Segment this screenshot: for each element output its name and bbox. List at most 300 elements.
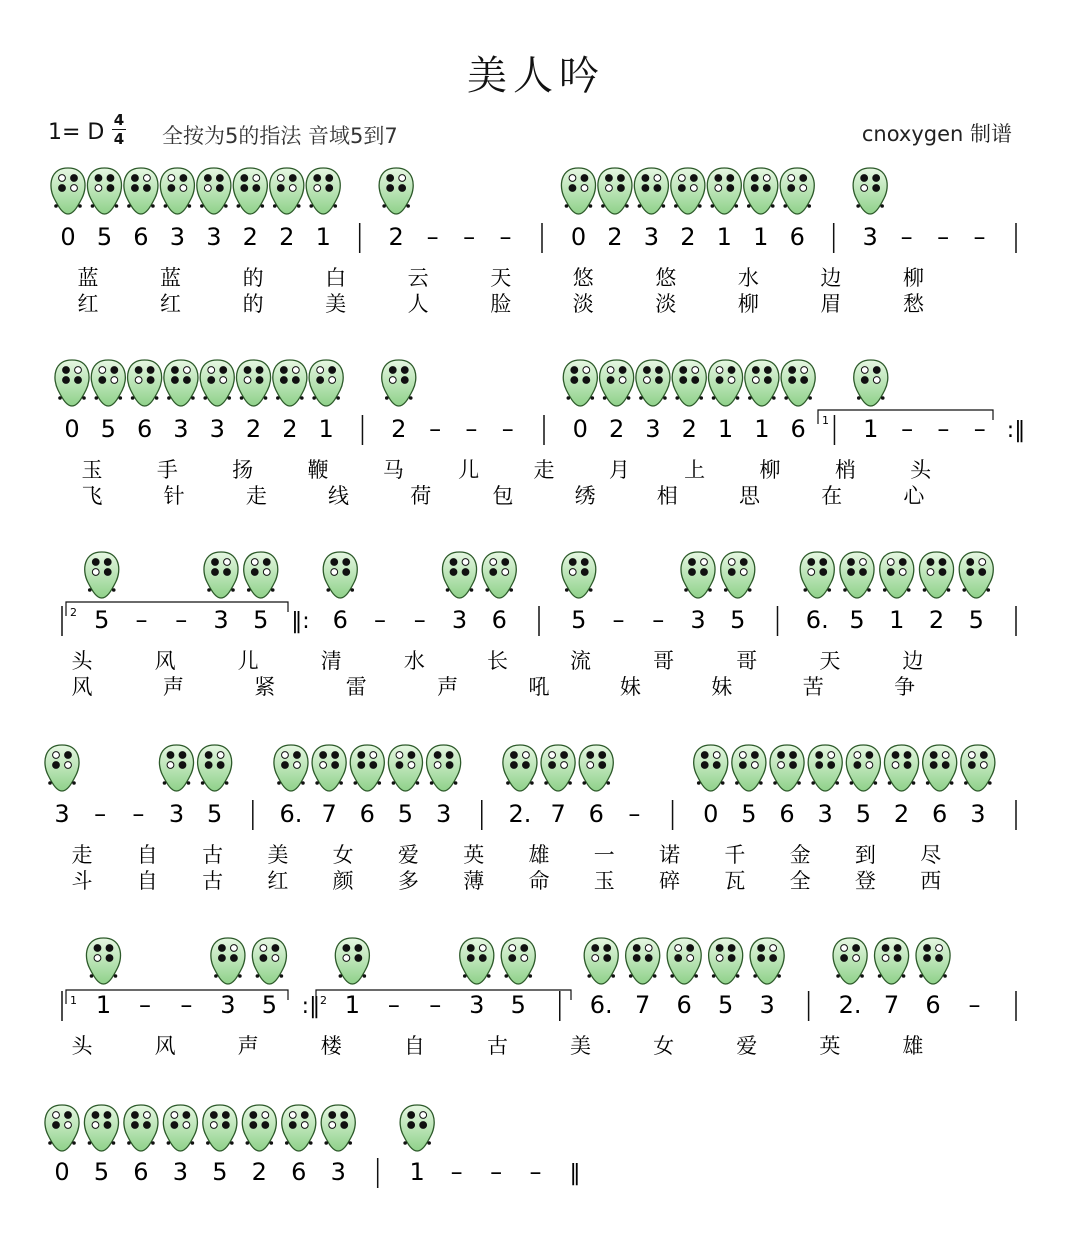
note: 6 [133,1158,149,1186]
note: 1 [409,1158,425,1186]
ocarina-fingering-icon [672,360,706,406]
note: 2 [607,223,623,251]
ocarina-fingering-icon [880,552,914,598]
ocarina-fingering-icon [85,552,119,598]
ocarina-fingering-icon [579,745,613,791]
ocarina-fingering-icon [274,745,308,791]
ocarina-fingering-icon [252,938,286,984]
ocarina-fingering-icon [770,745,804,791]
note: 5 [397,800,414,828]
lyric-char: 长 [486,649,508,673]
note: 0 [703,800,719,828]
lyric-char: 红 [77,292,99,316]
note: 3 [862,223,878,251]
ocarina-fingering-icon [270,168,304,214]
lyric-char: 千 [724,843,746,867]
lyric-char: 英 [819,1034,841,1058]
lyric-char: 线 [328,484,350,508]
ocarina-fingering-icon [745,360,779,406]
note: – [429,415,442,443]
note: 6. [805,606,829,634]
lyric-char: 相 [656,484,678,508]
volta-label: 2 [320,994,327,1007]
lyric-char: 流 [570,649,592,673]
ocarina-fingering-icon [634,168,668,214]
lyric-char: 玉 [593,869,615,893]
note: – [387,991,400,1019]
volta-label: 1 [70,994,77,1007]
lyric-char: 红 [267,869,289,893]
ocarina-fingering-icon [681,552,715,598]
note: – [413,606,426,634]
time-signature-top: 4 [113,111,125,129]
lyric-char: 梢 [834,458,856,482]
ocarina-fingering-icon [884,745,918,791]
note: 5 [261,991,278,1019]
note: 5 [253,606,269,634]
ocarina-fingering-icon [708,360,742,406]
note: 3 [172,1158,189,1186]
ocarina-fingering-icon [124,168,158,214]
lyric-char: 思 [738,484,760,508]
ocarina-fingering-icon [780,168,814,214]
note: 6 [789,223,805,251]
note: 1 [753,223,769,251]
ocarina-fingering-icon [694,745,728,791]
note: 6 [925,991,941,1019]
note: 5 [968,606,984,634]
note: 3 [451,606,468,634]
ocarina-fingering-icon [164,360,198,406]
ocarina-fingering-icon [781,360,815,406]
lyric-char: 风 [154,649,176,673]
note: – [652,606,665,634]
ocarina-fingering-icon [563,360,597,406]
note: 3 [213,606,229,634]
ocarina-fingering-icon [160,168,194,214]
note: 5 [741,800,757,828]
note: 6 [588,800,604,828]
ocarina-fingering-icon [961,745,995,791]
lyric-char: 多 [397,869,419,893]
lyric-char: 清 [320,649,342,673]
lyric-char: 斗 [71,869,93,893]
lyric-char: 西 [920,869,942,893]
ocarina-fingering-icon [198,745,232,791]
lyric-char: 声 [437,675,459,699]
ocarina-fingering-icon [323,552,357,598]
ocarina-fingering-icon [87,168,121,214]
lyric-char: 绣 [574,484,596,508]
note: 6 [676,991,692,1019]
lyric-char: 吼 [528,675,550,699]
lyric-char: 悠 [572,266,594,290]
lyric-char: 扬 [232,458,254,482]
lyric-char: 命 [528,869,550,893]
ocarina-fingering-icon [84,1105,118,1151]
lyric-char: 到 [854,843,876,867]
ocarina-fingering-icon [919,552,953,598]
note: 6. [279,800,303,828]
note: 6 [332,606,348,634]
lyric-char: 边 [902,649,924,673]
ocarina-fingering-icon [233,168,267,214]
ocarina-fingering-icon [840,552,874,598]
note: 6 [291,1158,307,1186]
note: 3 [173,415,189,443]
lyric-char: 雄 [528,843,550,867]
note: 1 [863,415,879,443]
note: 3 [220,991,236,1019]
ocarina-fingering-icon [600,360,634,406]
ocarina-fingering-icon [460,938,494,984]
fingering-note: 全按为5的指法 音域5到7 [162,124,398,148]
score-row [62,938,1016,1058]
ocarina-fingering-icon [203,1105,237,1151]
ocarina-fingering-icon [561,168,595,214]
note: 6 [779,800,795,828]
note: 3 [759,991,775,1019]
note: 2 [680,223,696,251]
ocarina-fingering-icon [45,745,79,791]
note: – [973,223,986,251]
ocarina-fingering-icon [709,938,743,984]
ocarina-fingering-icon [124,1105,158,1151]
note: 5 [93,1158,110,1186]
lyric-char: 淡 [655,292,677,316]
lyric-char: 淡 [572,292,594,316]
note: 3 [54,800,70,828]
lyric-char: 苦 [802,675,824,699]
lyric-char: 脸 [490,292,512,316]
ocarina-fingering-icon [350,745,384,791]
volta-label: 1 [822,414,829,427]
note: – [973,415,986,443]
note: 2 [928,606,945,634]
ocarina-fingering-icon [750,938,784,984]
ocarina-fingering-icon [128,360,162,406]
note: 3 [643,223,660,251]
note: 1 [318,415,334,443]
ocarina-fingering-icon [503,745,537,791]
ocarina-fingering-icon [400,1105,434,1151]
note: 5 [212,1158,228,1186]
note: 2 [282,415,298,443]
note: – [612,606,625,634]
ocarina-fingering-icon [854,360,888,406]
volta-label: 2 [70,606,77,619]
lyric-char: 美 [570,1034,592,1058]
lyric-char: 哥 [736,649,758,673]
lyric-char: 一 [593,843,615,867]
ocarina-fingering-icon [45,1105,79,1151]
lyric-char: 柳 [737,292,759,316]
lyric-char: 登 [854,869,876,893]
note: – [501,415,514,443]
note: 6 [932,800,948,828]
lyric-char: 自 [136,843,158,867]
time-signature-bottom: 4 [113,130,125,148]
ocarina-fingering-icon [309,360,343,406]
ocarina-fingering-icon [388,745,422,791]
lyric-char: 头 [71,1034,93,1058]
lyric-char: 走 [533,458,555,482]
ocarina-fingering-icon [636,360,670,406]
note: 2 [242,223,258,251]
ocarina-fingering-icon [501,938,535,984]
lyric-char: 边 [820,266,842,290]
ocarina-fingering-icon [732,745,766,791]
note: – [450,1158,463,1186]
lyric-char: 古 [202,843,224,867]
note: – [138,991,151,1019]
lyric-char: 眉 [820,292,842,316]
lyric-char: 女 [332,843,354,867]
note: – [937,223,950,251]
lyric-char: 包 [492,484,514,508]
note: 7 [321,800,337,828]
note: – [465,415,478,443]
ocarina-fingering-icon [382,360,416,406]
lyric-char: 走 [71,843,93,867]
lyric-char: 薄 [463,869,485,893]
note: – [135,606,148,634]
lyric-char: 走 [245,484,267,508]
note: 2 [279,223,295,251]
ocarina-fingering-icon [91,360,125,406]
lyric-char: 碎 [659,869,681,893]
note: 5 [855,800,872,828]
lyric-char: 蓝 [160,266,182,290]
ocarina-fingering-icon [916,938,950,984]
note: 7 [635,991,651,1019]
ocarina-fingering-icon [846,745,880,791]
ocarina-fingering-icon [800,552,834,598]
lyric-char: 雄 [902,1034,924,1058]
lyric-char: 愁 [902,292,924,316]
lyric-char: 楼 [320,1034,342,1058]
lyric-char: 头 [910,458,932,482]
ocarina-fingering-icon [721,552,755,598]
note: 6 [491,606,507,634]
note: 7 [883,991,900,1019]
note: 2 [245,415,262,443]
ocarina-fingering-icon [312,745,346,791]
note: 1 [315,223,331,251]
lyric-char: 自 [136,869,158,893]
ocarina-fingering-icon [584,938,618,984]
ocarina-fingering-icon [482,552,516,598]
lyric-char: 鞭 [307,458,329,482]
song-title: 美人吟 [467,53,605,99]
note: 5 [96,223,113,251]
lyric-char: 的 [242,266,264,290]
key-signature: 1= D [48,120,105,145]
note: 3 [209,415,225,443]
lyric-char: 颜 [332,869,354,893]
lyric-char: 水 [737,266,759,290]
note: 1 [889,606,905,634]
score-row [45,1105,581,1188]
note: 1 [717,415,734,443]
ocarina-fingering-icon [808,745,842,791]
ocarina-fingering-icon [833,938,867,984]
note: 2 [391,415,407,443]
ocarina-fingering-icon [51,168,85,214]
lyric-char: 红 [160,292,182,316]
note: 2 [388,223,404,251]
lyric-char: 争 [894,675,916,699]
lyric-char: 雷 [345,675,367,699]
note: 3 [206,223,222,251]
note: – [429,991,442,1019]
ocarina-fingering-icon [306,168,340,214]
lyric-char: 爱 [397,843,419,867]
ocarina-fingering-icon [335,938,369,984]
lyric-char: 月 [608,458,630,482]
lyric-char: 人 [407,292,429,316]
ocarina-fingering-icon [321,1105,355,1151]
ocarina-fingering-icon [236,360,270,406]
note: 0 [570,223,587,251]
lyric-char: 瓦 [724,869,746,893]
ocarina-fingering-icon [242,1105,276,1151]
note: 5 [206,800,223,828]
note: – [175,606,188,634]
note: 3 [435,800,452,828]
repeat-sign: ‖ [569,1161,581,1186]
ocarina-fingering-icon [86,938,120,984]
lyric-char: 在 [821,484,843,508]
lyric-char: 妹 [619,675,641,699]
ocarina-fingering-icon [442,552,476,598]
note: 2 [893,800,910,828]
lyric-char: 金 [789,843,811,867]
ocarina-fingering-icon [667,938,701,984]
note: 0 [60,223,76,251]
note: 3 [168,800,185,828]
lyric-char: 爱 [736,1034,758,1058]
note: – [901,415,914,443]
note: 1 [95,991,112,1019]
note: 3 [645,415,661,443]
lyric-char: 上 [684,458,706,482]
lyric-char: 柳 [902,266,924,290]
lyric-char: 声 [237,1034,259,1058]
ocarina-fingering-icon [200,360,234,406]
ocarina-fingering-icon [273,360,307,406]
lyric-char: 马 [382,458,404,482]
lyric-char: 女 [653,1034,675,1058]
note: 0 [54,1158,70,1186]
note: – [132,800,145,828]
lyric-char: 柳 [759,458,781,482]
note: 3 [690,606,706,634]
note: 2 [251,1158,267,1186]
lyric-char: 哥 [653,649,675,673]
note: – [490,1158,503,1186]
lyric-char: 针 [163,484,185,508]
repeat-sign: :‖ [1006,418,1026,443]
ocarina-fingering-icon [541,745,575,791]
ocarina-fingering-icon [923,745,957,791]
lyric-char: 天 [819,649,841,673]
note: 1 [716,223,732,251]
note: 3 [817,800,833,828]
note: 5 [571,606,587,634]
lyric-char: 自 [403,1034,425,1058]
note: 5 [100,415,116,443]
lyric-char: 美 [267,843,289,867]
score-row [62,552,1016,699]
lyric-char: 全 [789,869,811,893]
ocarina-fingering-icon [197,168,231,214]
note: 2 [681,415,697,443]
ocarina-fingering-icon [379,168,413,214]
note: 5 [730,606,746,634]
lyric-char: 蓝 [77,266,99,290]
lyric-char: 妹 [711,675,733,699]
ocarina-fingering-icon [159,745,193,791]
note: 6 [359,800,375,828]
note: 0 [64,415,80,443]
note: 6 [790,415,806,443]
note: – [94,800,107,828]
note: 5 [849,606,865,634]
ocarina-fingering-icon [626,938,660,984]
lyric-char: 英 [463,843,485,867]
repeat-sign: :‖ [301,994,321,1019]
arranger-credit: cnoxygen 制谱 [861,122,1012,146]
score-row [51,168,1016,316]
note: 5 [718,991,734,1019]
note: 2 [608,415,625,443]
note: – [180,991,193,1019]
lyric-char: 声 [162,675,184,699]
ocarina-fingering-icon [598,168,632,214]
note: – [374,606,386,634]
note: – [628,800,641,828]
lyric-char: 水 [403,649,425,673]
note: 3 [970,800,986,828]
note: – [968,991,981,1019]
ocarina-fingering-icon [671,168,705,214]
note: – [499,223,512,251]
note: 6 [136,415,153,443]
repeat-sign: ‖: [291,609,310,634]
ocarina-fingering-icon [853,168,887,214]
ocarina-fingering-icon [163,1105,197,1151]
note: 2. [838,991,862,1019]
note: 5 [510,991,526,1019]
lyric-char: 紧 [254,675,276,699]
lyric-char: 玉 [81,458,103,482]
ocarina-fingering-icon [562,552,596,598]
lyric-char: 尽 [920,843,942,867]
note: 2. [508,800,532,828]
note: 7 [550,800,566,828]
note: 5 [94,606,110,634]
ocarina-fingering-icon [244,552,278,598]
lyric-char: 古 [202,869,224,893]
lyric-char: 头 [71,649,93,673]
score-row [55,360,1025,508]
lyric-char: 悠 [655,266,677,290]
note: 1 [754,415,770,443]
lyric-char: 古 [486,1034,508,1058]
score-row [45,745,1016,893]
lyric-char: 的 [242,292,264,316]
